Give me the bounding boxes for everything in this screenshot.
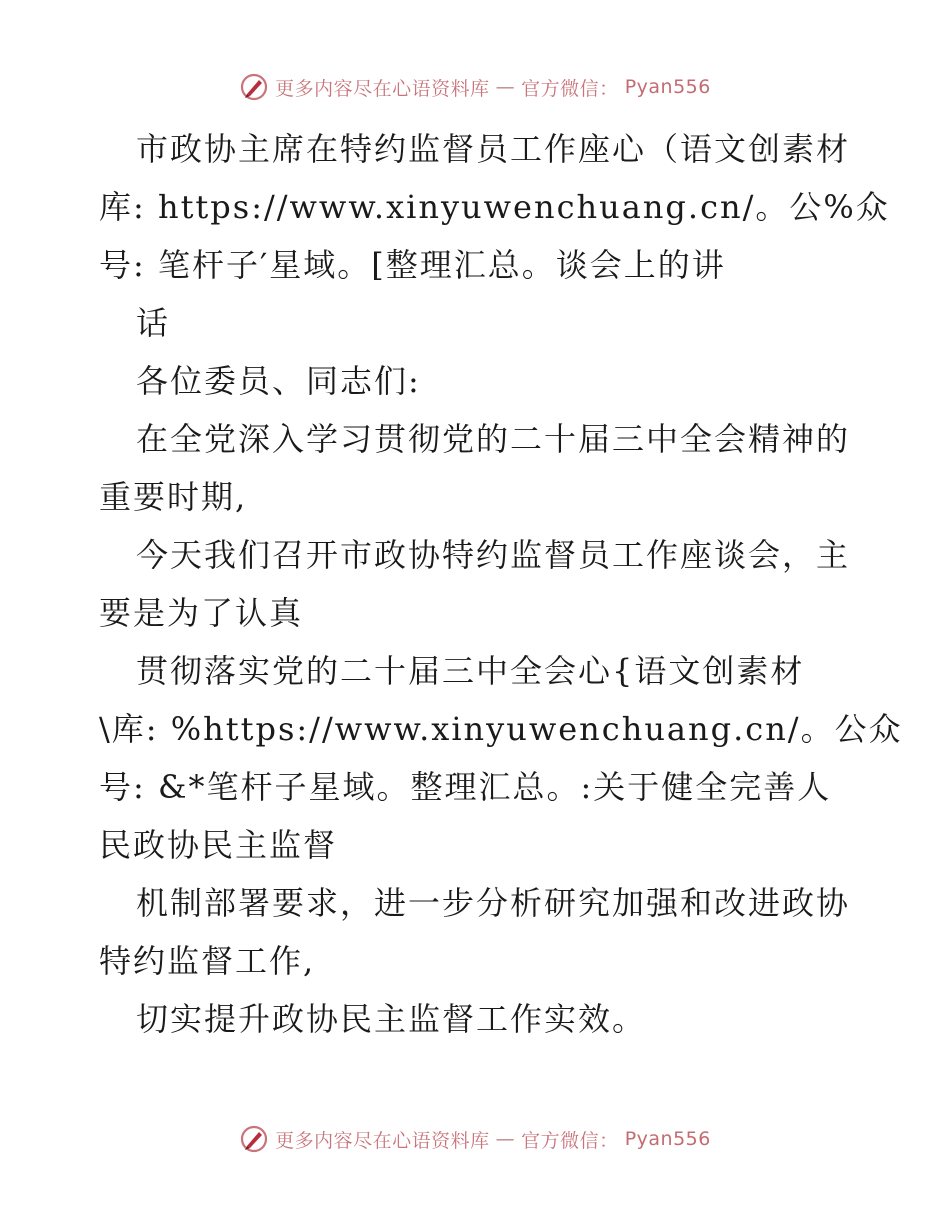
banner-wechat-label: 官方微信： <box>521 77 619 100</box>
footer-banner <box>0 1124 950 1154</box>
banner-text: 更多内容尽在心语资料库 <box>275 77 490 100</box>
pen-logo-icon <box>239 72 269 102</box>
text-line: 民政协民主监督 <box>99 826 338 864</box>
text-line: 号: 笔杆子′星域。[整理汇总。谈会上的讲 <box>99 246 726 284</box>
header-banner <box>0 72 950 102</box>
document-body <box>99 120 903 1048</box>
text-line: 号: &*笔杆子星域。整理汇总。:关于健全完善人 <box>99 768 832 806</box>
banner-wechat-id: Pyan556 <box>624 76 711 98</box>
text-line: \库: %https://www.xinyuwenchuang.cn/。公众 <box>99 710 903 748</box>
text-line: 库: https://www.xinyuwenchuang.cn/。公%众 <box>99 188 890 226</box>
banner-wechat-id: Pyan556 <box>624 1128 711 1150</box>
text-line: 市政协主席在特约监督员工作座心（语文创素材 <box>136 130 851 168</box>
text-line: 在全党深入学习贯彻党的二十届三中全会精神的 <box>136 420 851 458</box>
pen-logo-icon <box>239 1124 269 1154</box>
text-line: 重要时期, <box>99 478 248 516</box>
banner-text: 更多内容尽在心语资料库 <box>275 1129 490 1152</box>
text-line: 特约监督工作, <box>99 942 316 980</box>
text-line: 贯彻落实党的二十届三中全会心{语文创素材 <box>136 652 805 690</box>
banner-dash: — <box>495 1128 516 1150</box>
text-line: 话 <box>136 304 171 342</box>
text-line: 要是为了认真 <box>99 594 304 632</box>
text-line: 机制部署要求，进一步分析研究加强和改进政协 <box>136 884 851 922</box>
text-line: 各位委员、同志们: <box>136 362 421 400</box>
text-line: 今天我们召开市政协特约监督员工作座谈会，主 <box>136 536 851 574</box>
banner-dash: — <box>495 76 516 98</box>
text-line: 切实提升政协民主监督工作实效。 <box>136 1000 647 1038</box>
banner-wechat-label: 官方微信： <box>521 1129 619 1152</box>
